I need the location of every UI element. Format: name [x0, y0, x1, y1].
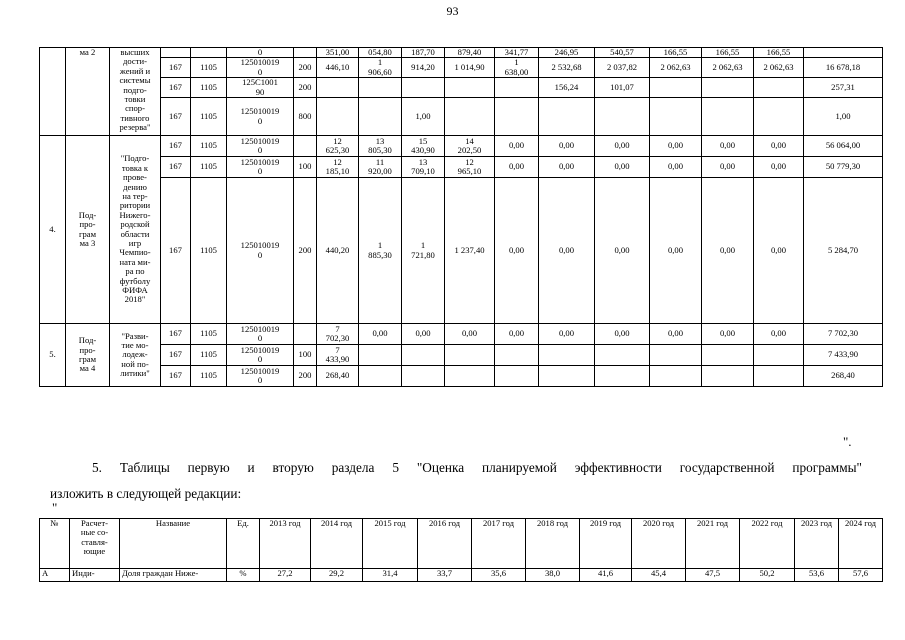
table-cell: 0,00 — [754, 136, 804, 157]
table-cell: 200 — [294, 366, 317, 387]
table-cell: 101,07 — [595, 78, 650, 98]
table-cell — [402, 78, 445, 98]
table-cell: 4. — [40, 136, 66, 324]
table-cell — [702, 98, 754, 136]
table-cell — [650, 78, 702, 98]
table-cell: 540,57 — [595, 48, 650, 58]
column-header: 2018 год — [526, 519, 580, 569]
paragraph-line-2: изложить в следующей редакции: — [50, 486, 242, 501]
table-cell: 0 — [227, 48, 294, 58]
table-cell: 1105 — [191, 157, 227, 178]
column-header: Расчет- ные со- ставля- ющие — [70, 519, 120, 569]
table-cell — [495, 78, 539, 98]
table-cell: 0,00 — [495, 136, 539, 157]
table-cell — [702, 78, 754, 98]
table-cell — [495, 366, 539, 387]
table-cell: 1105 — [191, 345, 227, 366]
table-cell — [595, 345, 650, 366]
table-cell: % — [227, 569, 260, 582]
table-cell — [539, 366, 595, 387]
opening-quote: " — [52, 500, 58, 515]
column-header: 2022 год — [740, 519, 795, 569]
table-cell — [702, 366, 754, 387]
table-cell: 1,00 — [804, 98, 883, 136]
table-cell: 167 — [161, 136, 191, 157]
table-cell: 1,00 — [402, 98, 445, 136]
table-cell — [754, 345, 804, 366]
table-cell — [539, 98, 595, 136]
table-cell: "Разви- тие мо- лодеж- ной по- литики" — [110, 324, 161, 387]
table-cell: 1 885,30 — [359, 178, 402, 324]
page-number: 93 — [446, 4, 459, 18]
table-cell: 5. — [40, 324, 66, 387]
table-cell: 53,6 — [795, 569, 839, 582]
table-cell: 0,00 — [495, 157, 539, 178]
table-cell: 1 906,60 — [359, 58, 402, 78]
table-cell: 268,40 — [804, 366, 883, 387]
table-cell: 0,00 — [650, 157, 702, 178]
table-cell — [445, 366, 495, 387]
table-cell: 166,55 — [650, 48, 702, 58]
table-cell: 156,24 — [539, 78, 595, 98]
table-cell: 7 433,90 — [317, 345, 359, 366]
table-cell: 0,00 — [754, 157, 804, 178]
table-cell: 054,80 — [359, 48, 402, 58]
table-cell: 35,6 — [472, 569, 526, 582]
table-cell — [495, 345, 539, 366]
table-cell: 1105 — [191, 98, 227, 136]
efficiency-table — [39, 518, 883, 582]
table-cell: 0,00 — [495, 324, 539, 345]
table-cell: А — [40, 569, 70, 582]
table-cell: 50,2 — [740, 569, 795, 582]
table-cell: 0,00 — [539, 178, 595, 324]
table-cell: 7 433,90 — [804, 345, 883, 366]
table-cell: 100 — [294, 157, 317, 178]
table-cell: 0,00 — [539, 136, 595, 157]
table-cell — [191, 48, 227, 58]
table-cell: 0,00 — [445, 324, 495, 345]
table-cell: 7 702,30 — [317, 324, 359, 345]
table-cell: 0,00 — [754, 178, 804, 324]
closing-quote: ". — [843, 434, 852, 449]
table-cell: 5 284,70 — [804, 178, 883, 324]
table-cell: 167 — [161, 178, 191, 324]
table-cell: 57,6 — [839, 569, 883, 582]
table-cell — [359, 345, 402, 366]
table-cell: 1105 — [191, 136, 227, 157]
table-cell — [595, 366, 650, 387]
table-cell: 167 — [161, 157, 191, 178]
column-header: Ед. — [227, 519, 260, 569]
table-cell — [40, 48, 66, 136]
table-cell: 125010019 0 — [227, 157, 294, 178]
column-header: 2024 год — [839, 519, 883, 569]
table-cell — [294, 48, 317, 58]
table-row — [40, 136, 883, 157]
table-cell: 0,00 — [539, 324, 595, 345]
table-cell: 2 532,68 — [539, 58, 595, 78]
table-cell: 27,2 — [260, 569, 311, 582]
table-cell: 0,00 — [495, 178, 539, 324]
table-cell — [445, 345, 495, 366]
table-cell: 246,95 — [539, 48, 595, 58]
table-cell — [754, 98, 804, 136]
column-header: Название — [120, 519, 227, 569]
table-cell: 0,00 — [359, 324, 402, 345]
table-row — [40, 78, 883, 98]
table-cell: 0,00 — [595, 157, 650, 178]
table-cell: 15 430,90 — [402, 136, 445, 157]
table-cell: 0,00 — [595, 178, 650, 324]
table-cell: 187,70 — [402, 48, 445, 58]
table-cell: 1105 — [191, 178, 227, 324]
column-header: 2020 год — [632, 519, 686, 569]
table-row — [40, 58, 883, 78]
table-cell: 12 185,10 — [317, 157, 359, 178]
table-cell: 125010019 0 — [227, 178, 294, 324]
table-row — [40, 157, 883, 178]
table-cell: 125010019 0 — [227, 345, 294, 366]
column-header: 2015 год — [363, 519, 418, 569]
table-cell: 100 — [294, 345, 317, 366]
table-cell: 1105 — [191, 366, 227, 387]
table-row — [40, 98, 883, 136]
table-cell: 47,5 — [686, 569, 740, 582]
table-cell: 167 — [161, 324, 191, 345]
table-cell: "Подго- товка к прове- дению на тер- ритории Нижего- родской области игр Чемпио- ната ми- ра по футболу ФИФА 2018" — [110, 136, 161, 324]
table-cell: 31,4 — [363, 569, 418, 582]
table-cell — [702, 345, 754, 366]
table-cell: 914,20 — [402, 58, 445, 78]
table-cell: 0,00 — [650, 136, 702, 157]
table-cell: 1105 — [191, 78, 227, 98]
table-cell — [294, 324, 317, 345]
table-cell: Инди- — [70, 569, 120, 582]
table-cell: ма 2 — [66, 48, 110, 136]
table-row — [40, 569, 883, 582]
table-cell: 12 965,10 — [445, 157, 495, 178]
table-cell — [294, 136, 317, 157]
table-cell: 45,4 — [632, 569, 686, 582]
table-cell — [317, 98, 359, 136]
table-cell: Под- про- грам ма 4 — [66, 324, 110, 387]
column-header: 2016 год — [418, 519, 472, 569]
table-cell: 257,31 — [804, 78, 883, 98]
table-cell — [359, 78, 402, 98]
table-cell: 0,00 — [702, 178, 754, 324]
table-cell: Доля граждан Ниже- — [120, 569, 227, 582]
column-header: 2014 год — [311, 519, 363, 569]
table-row — [40, 324, 883, 345]
table-cell: 7 702,30 — [804, 324, 883, 345]
column-header: 2021 год — [686, 519, 740, 569]
paragraph-line-1: 5. Таблицы первую и вторую раздела 5 "Оценка планируемой эффективности государственной программы" — [92, 460, 862, 475]
table-cell — [445, 78, 495, 98]
table-cell: 2 062,63 — [754, 58, 804, 78]
table-cell: 166,55 — [702, 48, 754, 58]
table-cell: 1 638,00 — [495, 58, 539, 78]
table-cell: 0,00 — [702, 136, 754, 157]
table-cell: 2 037,82 — [595, 58, 650, 78]
column-header: 2013 год — [260, 519, 311, 569]
table-cell: 200 — [294, 58, 317, 78]
table-cell: 0,00 — [595, 136, 650, 157]
table-cell — [161, 48, 191, 58]
table-cell — [359, 366, 402, 387]
table-cell: 0,00 — [402, 324, 445, 345]
table-cell: 14 202,50 — [445, 136, 495, 157]
table-cell: 125010019 0 — [227, 366, 294, 387]
table-cell: 0,00 — [595, 324, 650, 345]
table-cell: 125010019 0 — [227, 98, 294, 136]
table-cell: 167 — [161, 58, 191, 78]
table-cell: 125010019 0 — [227, 58, 294, 78]
table-cell: Под- про- грам ма 3 — [66, 136, 110, 324]
table-cell: высших дости- жений и системы подго- товки спор- тивного резерва" — [110, 48, 161, 136]
table-cell: 1 014,90 — [445, 58, 495, 78]
table-cell: 0,00 — [650, 324, 702, 345]
table-cell: 1105 — [191, 58, 227, 78]
table-header-row — [40, 519, 883, 569]
table-cell: 268,40 — [317, 366, 359, 387]
table-cell: 33,7 — [418, 569, 472, 582]
amendment-paragraph — [50, 455, 862, 507]
table-row — [40, 178, 883, 324]
table-cell — [359, 98, 402, 136]
table-cell: 0,00 — [650, 178, 702, 324]
column-header: № — [40, 519, 70, 569]
table-cell — [650, 345, 702, 366]
table-cell — [539, 345, 595, 366]
table-cell — [445, 98, 495, 136]
table-cell — [495, 98, 539, 136]
table-cell: 0,00 — [539, 157, 595, 178]
table-cell: 1 237,40 — [445, 178, 495, 324]
table-cell: 0,00 — [754, 324, 804, 345]
table-cell: 125010019 0 — [227, 324, 294, 345]
column-header: 2019 год — [580, 519, 632, 569]
table-cell: 351,00 — [317, 48, 359, 58]
table-cell: 800 — [294, 98, 317, 136]
table-cell — [754, 78, 804, 98]
table-cell: 200 — [294, 178, 317, 324]
table-cell: 125010019 0 — [227, 136, 294, 157]
table-cell: 1105 — [191, 324, 227, 345]
table-cell: 446,10 — [317, 58, 359, 78]
table-cell — [595, 98, 650, 136]
table-cell — [402, 345, 445, 366]
table-cell: 16 678,18 — [804, 58, 883, 78]
table-cell — [804, 48, 883, 58]
table-cell: 125С1001 90 — [227, 78, 294, 98]
table-cell: 50 779,30 — [804, 157, 883, 178]
table-cell: 56 064,00 — [804, 136, 883, 157]
table-cell: 2 062,63 — [650, 58, 702, 78]
table-cell: 1 721,80 — [402, 178, 445, 324]
table-row — [40, 366, 883, 387]
table-cell: 0,00 — [702, 157, 754, 178]
table-cell: 341,77 — [495, 48, 539, 58]
table-cell: 29,2 — [311, 569, 363, 582]
table-cell: 0,00 — [702, 324, 754, 345]
table-cell — [317, 78, 359, 98]
table-row — [40, 48, 883, 58]
table-cell: 200 — [294, 78, 317, 98]
table-cell: 879,40 — [445, 48, 495, 58]
table-cell — [650, 366, 702, 387]
table-cell: 13 805,30 — [359, 136, 402, 157]
table-cell: 166,55 — [754, 48, 804, 58]
table-cell: 12 625,30 — [317, 136, 359, 157]
table-cell: 41,6 — [580, 569, 632, 582]
budget-table — [39, 47, 883, 387]
table-cell: 38,0 — [526, 569, 580, 582]
table-row — [40, 345, 883, 366]
table-cell — [650, 98, 702, 136]
table-cell: 167 — [161, 98, 191, 136]
table-cell — [754, 366, 804, 387]
column-header: 2023 год — [795, 519, 839, 569]
table-cell: 11 920,00 — [359, 157, 402, 178]
table-cell: 167 — [161, 78, 191, 98]
table-cell: 440,20 — [317, 178, 359, 324]
table-cell: 167 — [161, 345, 191, 366]
table-cell: 167 — [161, 366, 191, 387]
table-cell — [402, 366, 445, 387]
table-cell: 13 709,10 — [402, 157, 445, 178]
table-cell: 2 062,63 — [702, 58, 754, 78]
column-header: 2017 год — [472, 519, 526, 569]
